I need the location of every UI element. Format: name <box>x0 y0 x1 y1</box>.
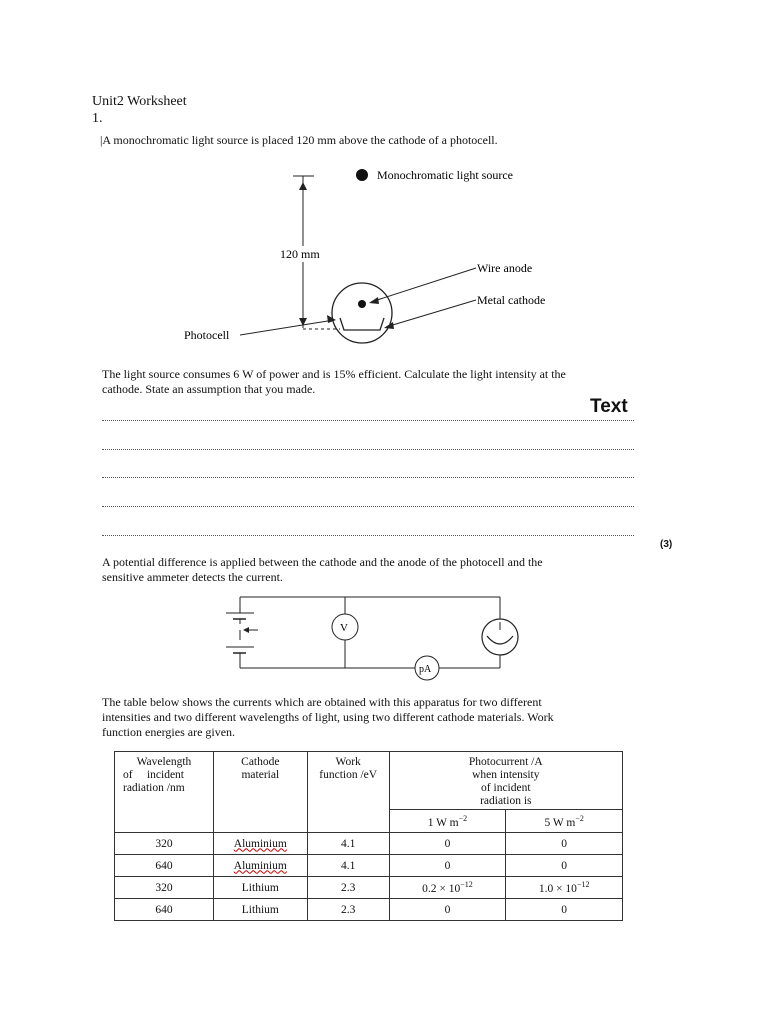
photocell-label: Photocell <box>184 328 230 342</box>
distance-label: 120 mm <box>280 247 320 261</box>
question-number: 1. <box>92 111 103 126</box>
question-b-line1: A potential difference is applied between the cathode and the anode of the photocell and the <box>102 555 543 569</box>
overlay-text-label: Text <box>590 396 628 417</box>
table-row: 640 Lithium 2.3 0 0 <box>115 899 623 921</box>
wire-anode-label: Wire anode <box>477 261 533 275</box>
table-row: 320 Lithium 2.3 $0.2 \times 10^{-12}$ $1.0 \times 10^{-12}$ <box>115 877 623 899</box>
table-intro-line2: intensities and two different wavelengths of light, using two different cathode materials. Work <box>102 710 554 724</box>
table-intro <box>102 695 662 740</box>
text-cursor: | <box>100 133 103 147</box>
voltmeter-label: V <box>340 622 348 634</box>
header-wavelength: Wavelength of incident radiation /nm <box>115 752 214 833</box>
intensity-1: 1 W $m^{-2}$ <box>389 810 506 833</box>
table-intro-line1: The table below shows the currents which are obtained with this apparatus for two different <box>102 695 542 709</box>
metal-cathode-label: Metal cathode <box>477 293 546 307</box>
intro-text: A monochromatic light source is placed 120 mm above the cathode of a photocell. <box>102 133 498 147</box>
header-cathode: Cathode material <box>213 752 307 833</box>
table-row: 320 Aluminium 4.1 0 0 <box>115 833 623 855</box>
question-a-line2: cathode. State an assumption that you made. <box>102 382 316 396</box>
intensity-5: 5 W $m^{-2}$ <box>506 810 623 833</box>
ammeter-label: pA <box>419 664 432 675</box>
table-intro-line3: function energies are given. <box>102 725 236 739</box>
header-photocurrent: Photocurrent /A when intensity of incident radiation is <box>389 752 622 810</box>
table-header-row <box>115 752 623 810</box>
question-a-line1: The light source consumes 6 W of power and is 15% efficient. Calculate the light intensity at the <box>102 367 566 381</box>
worksheet-title: Unit2 Worksheet <box>92 94 187 109</box>
marks-label: (3) <box>660 539 673 550</box>
header-work-function: Work function /eV <box>307 752 389 833</box>
question-b-line2: sensitive ammeter detects the current. <box>102 570 283 584</box>
table-row: 640 Aluminium 4.1 0 0 <box>115 855 623 877</box>
photocurrent-table <box>114 751 623 921</box>
light-source-label: Monochromatic light source <box>377 168 513 182</box>
supply-slider-arrow <box>243 627 249 633</box>
